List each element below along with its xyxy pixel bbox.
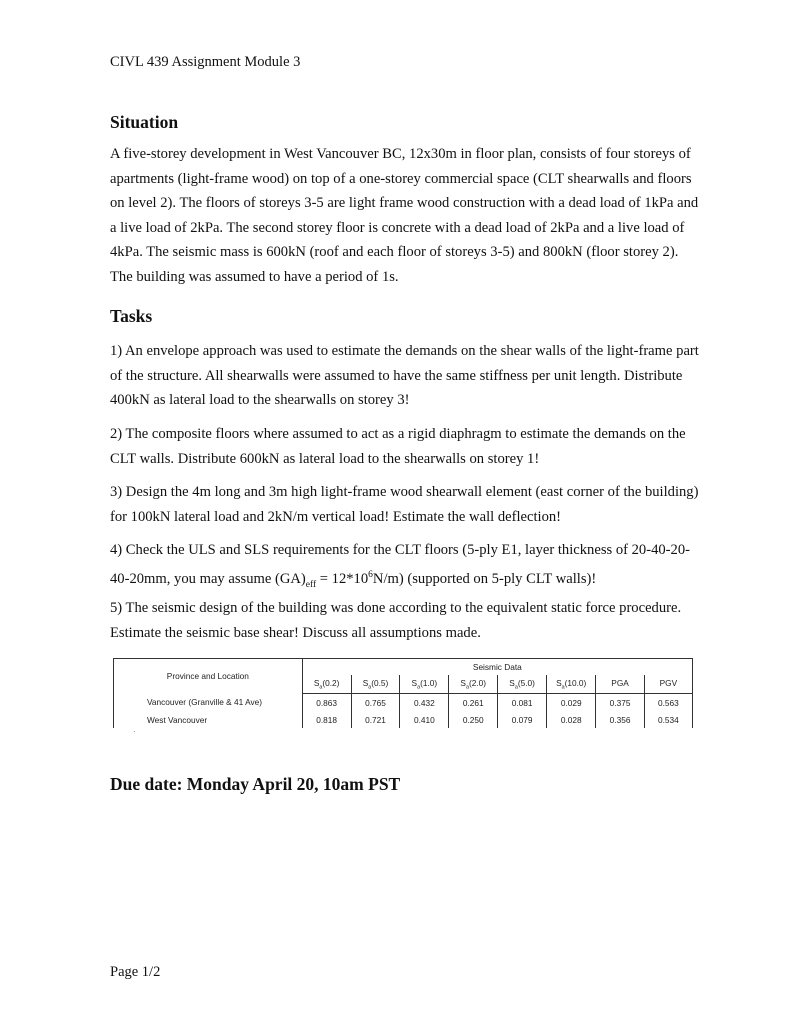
location-cell: Vancouver (Granville & 41 Ave) [114,694,303,712]
value-cell: 0.818 [302,711,351,728]
cropped-row-remnant: · [133,727,138,736]
value-cell: 0.356 [596,711,644,728]
value-cell: 0.081 [498,694,547,712]
seismic-data-header: Seismic Data [302,659,692,676]
column-header-cell: PGA [596,675,644,694]
value-cell: 0.029 [547,694,596,712]
situation-heading: Situation [110,112,179,132]
task-1: 1) An envelope approach was used to estimate the demands on the shear walls of the light-frame part of the structure. All shearwalls were assumed to have the same stiffness per unit length. Distribute 400kN as lateral load to the shearwalls on storey 3! [110,343,699,409]
value-cell: 0.250 [449,711,498,728]
value-cell: 0.534 [644,711,692,728]
column-header-cell: $S_a(1.0)$ [400,675,449,694]
column-header-cell: $S_a(0.5)$ [351,675,400,694]
task-4: 4) Check the ULS and SLS requirements for the CLT floors (5-ply E1, layer thickness of 20-40-20-40-20mm, you may assume $(GA)_{eff} = 12*10^6N/m$) (supported on 5-ply CLT walls)! [110,542,690,590]
value-cell: 0.079 [498,711,547,728]
value-cell: 0.410 [400,711,449,728]
situation-paragraph: A five-storey development in West Vancouver BC, 12x30m in floor plan, consists of four storeys of apartments (light-frame wood) on top of a one-storey commercial space (CLT shearwalls and floors on level 2). The floors of storeys 3-5 are light frame wood construction with a dead load of 1kPa and a live load of 2kPa. The second storey floor is concrete with a dead load of 2kPa and a live load of 4kPa. The seismic mass is 600kN (roof and each floor of storeys 3-5) and 800kN (floor storey 2). The building was assumed to have a period of 1s. [110,146,699,285]
task-2: 2) The composite floors where assumed to act as a rigid diaphragm to estimate the demands on the CLT walls. Distribute 600kN as lateral load to the shearwalls on storey 1! [110,426,686,467]
value-cell: 0.863 [302,694,351,712]
task-5: 5) The seismic design of the building was done according to the equivalent static force procedure. Estimate the seismic base shear! Discuss all assumptions made. [110,600,682,641]
value-cell: 0.721 [351,711,400,728]
location-column-header: Province and Location [114,659,303,694]
column-header-cell: $S_a(10.0)$ [547,675,596,694]
page-number: Page 1/2 [110,964,161,980]
value-cell: 0.563 [644,694,692,712]
value-cell: 0.765 [351,694,400,712]
column-header-cell: $S_a(5.0)$ [498,675,547,694]
value-cell: 0.375 [596,694,644,712]
seismic-data-table [113,658,693,728]
value-cell: 0.028 [547,711,596,728]
value-cell: 0.432 [400,694,449,712]
column-header-cell: $S_a(2.0)$ [449,675,498,694]
table-row [114,694,693,712]
value-cell: 0.261 [449,694,498,712]
document-header: CIVL 439 Assignment Module 3 [110,54,301,70]
column-header-cell: PGV [644,675,692,694]
task-3: 3) Design the 4m long and 3m high light-frame wood shearwall element (east corner of the building) for 100kN lateral load and 2kN/m vertical load! Estimate the wall deflection! [110,484,699,525]
due-date: Due date: Monday April 20, 10am PST [110,774,401,794]
tasks-heading: Tasks [110,306,153,326]
location-cell: West Vancouver [114,711,303,728]
column-header-cell: $S_a(0.2)$ [302,675,351,694]
table-row [114,711,693,728]
